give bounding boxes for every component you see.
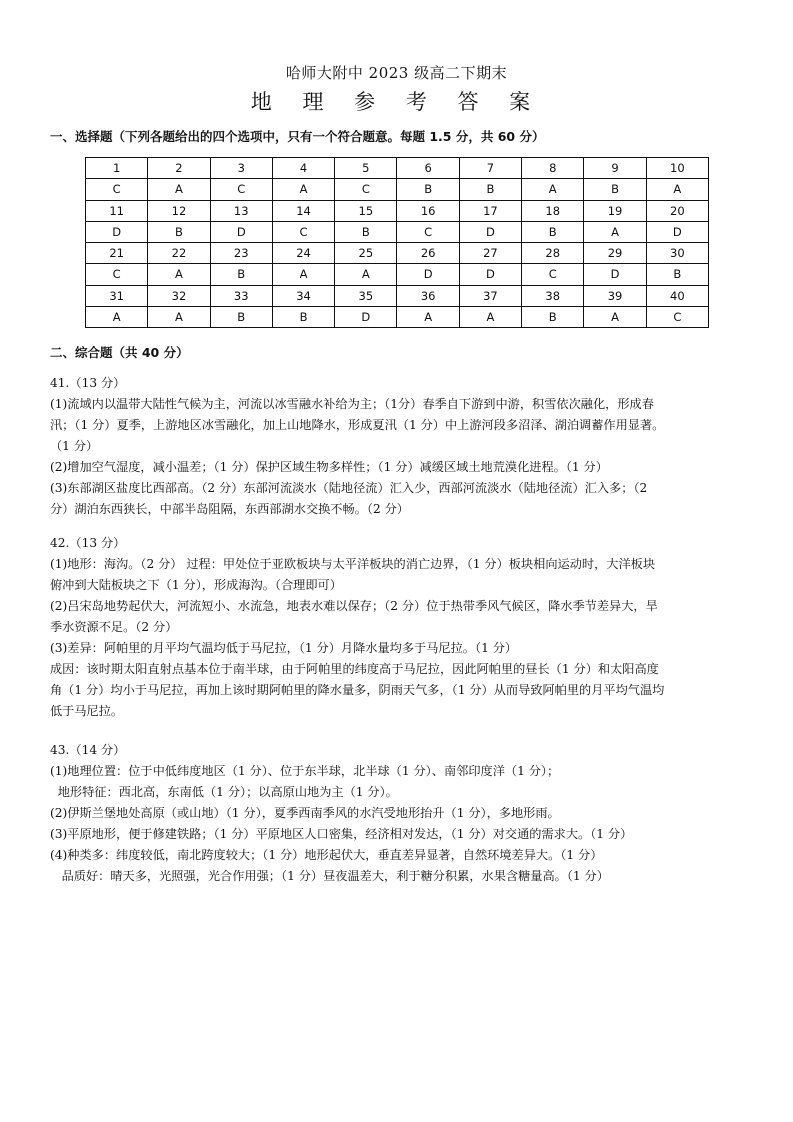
answer-cell: C (522, 264, 584, 285)
question-number-cell: 3 (210, 158, 272, 179)
q41-line: (2)增加空气湿度，减小温差；（1 分）保护区域生物多样性；（1 分）减缓区域土地荒漠化进程。（1 分） (50, 460, 608, 474)
answer-cell: D (584, 264, 646, 285)
question-number-cell: 37 (459, 285, 521, 306)
q41-line: (3)东部湖区盐度比西部高。（2 分）东部河流淡水（陆地径流）汇入少，西部河流淡水（陆地径流）汇入多；（2 (50, 481, 648, 495)
answer-cell: B (148, 221, 210, 242)
question-number-cell: 12 (148, 200, 210, 221)
answer-cell: D (397, 264, 459, 285)
question-number-cell: 16 (397, 200, 459, 221)
answer-cell: B (522, 306, 584, 327)
question-number-cell: 35 (335, 285, 397, 306)
exam-title: 哈师大附中 2023 级高二下期末 (285, 64, 508, 82)
question-number-cell: 19 (584, 200, 646, 221)
question-43 (50, 740, 750, 887)
answer-cell: B (272, 306, 334, 327)
q42-line: (2)吕宋岛地势起伏大，河流短小、水流急，地表水难以保存；（2 分）位于热带季风气候区，降水季节差异大，旱 (50, 599, 658, 613)
answer-cell: A (148, 179, 210, 200)
q42-line: 成因：该时期太阳直射点基本位于南半球，由于阿帕里的纬度高于马尼拉，因此阿帕里的昼长（1 分）和太阳高度 (50, 662, 659, 676)
question-number-row (86, 158, 709, 179)
answer-cell: D (459, 221, 521, 242)
question-number-cell: 5 (335, 158, 397, 179)
answer-cell: D (335, 306, 397, 327)
question-number-cell: 15 (335, 200, 397, 221)
answer-key-title: 地 理 参 考 答 案 (250, 90, 543, 114)
answer-cell: A (522, 179, 584, 200)
question-number-cell: 28 (522, 243, 584, 264)
answer-cell: B (335, 221, 397, 242)
answer-cell: C (646, 306, 708, 327)
question-number-cell: 6 (397, 158, 459, 179)
answer-cell: A (272, 179, 334, 200)
answer-cell: B (397, 179, 459, 200)
answer-cell: C (210, 179, 272, 200)
question-number-cell: 25 (335, 243, 397, 264)
answer-cell: B (210, 306, 272, 327)
q41-line: （1 分） (50, 439, 99, 453)
answer-cell: C (86, 179, 148, 200)
question-number-cell: 1 (86, 158, 148, 179)
question-number-cell: 23 (210, 243, 272, 264)
question-number-cell: 36 (397, 285, 459, 306)
question-number-cell: 27 (459, 243, 521, 264)
question-number-cell: 24 (272, 243, 334, 264)
section2-heading: 二、综合题（共 40 分） (50, 345, 189, 360)
answer-cell: B (459, 179, 521, 200)
q43-line: (3)平原地形，便于修建铁路；（1 分）平原地区人口密集，经济相对发达，（1 分）对交通的需求大。（1 分） (50, 827, 633, 841)
answer-cell: C (272, 221, 334, 242)
question-number-cell: 9 (584, 158, 646, 179)
question-number-cell: 11 (86, 200, 148, 221)
q43-line: (2)伊斯兰堡地处高原（或山地）（1 分），夏季西南季风的水汽受地形抬升（1 分），多地形雨。 (50, 806, 560, 820)
question-number-cell: 8 (522, 158, 584, 179)
question-number-cell: 2 (148, 158, 210, 179)
answer-cell: D (86, 221, 148, 242)
question-number-cell: 32 (148, 285, 210, 306)
answer-row (86, 221, 709, 242)
q43-line: 43.（14 分） (50, 743, 126, 757)
q42-line: 俯冲到大陆板块之下（1 分），形成海沟。（合理即可） (50, 578, 342, 592)
answer-row (86, 306, 709, 327)
answer-row (86, 179, 709, 200)
answer-cell: C (86, 264, 148, 285)
question-41 (50, 373, 750, 520)
answer-cell: D (646, 221, 708, 242)
question-number-cell: 13 (210, 200, 272, 221)
question-number-cell: 17 (459, 200, 521, 221)
question-number-cell: 7 (459, 158, 521, 179)
answer-cell: A (272, 264, 334, 285)
answer-cell: D (210, 221, 272, 242)
q43-line: (1)地理位置：位于中低纬度地区（1 分）、位于东半球，北半球（1 分）、南邻印度洋（1 分）； (50, 764, 560, 778)
question-number-cell: 33 (210, 285, 272, 306)
answer-cell: A (148, 306, 210, 327)
q42-line: 低于马尼拉。 (50, 704, 124, 718)
answer-cell: A (646, 179, 708, 200)
answer-cell: A (335, 264, 397, 285)
q42-line: 角（1 分）均小于马尼拉，再加上该时期阿帕里的降水量多，阴雨天气多，（1 分）从而导致阿帕里的月平均气温均 (50, 683, 665, 697)
question-number-cell: 34 (272, 285, 334, 306)
answer-cell: A (397, 306, 459, 327)
section1-heading: 一、选择题（下列各题给出的四个选项中，只有一个符合题意。每题 1.5 分，共 60 分） (50, 129, 545, 144)
question-number-cell: 4 (272, 158, 334, 179)
question-number-cell: 40 (646, 285, 708, 306)
answer-cell: A (584, 221, 646, 242)
q43-line: 地形特征：西北高，东南低（1 分）；以高原山地为主（1 分）。 (50, 785, 398, 799)
question-number-cell: 20 (646, 200, 708, 221)
q42-line: 42.（13 分） (50, 536, 126, 550)
q42-line: (3)差异：阿帕里的月平均气温均低于马尼拉，（1 分）月降水量均多于马尼拉。（1 分） (50, 641, 518, 655)
question-number-row (86, 200, 709, 221)
q41-line: (1)流域内以温带大陆性气候为主，河流以冰雪融水补给为主；（1分）春季自下游到中游，积雪依次融化，形成春 (50, 397, 654, 411)
answer-table (85, 157, 709, 328)
answer-cell: C (335, 179, 397, 200)
question-42 (50, 533, 750, 722)
question-number-cell: 10 (646, 158, 708, 179)
answer-cell: A (86, 306, 148, 327)
answer-cell: C (397, 221, 459, 242)
question-number-cell: 14 (272, 200, 334, 221)
question-number-cell: 18 (522, 200, 584, 221)
answer-cell: A (459, 306, 521, 327)
q41-line: 分）湖泊东西狭长，中部半岛阻隔，东西部湖水交换不畅。（2 分） (50, 502, 409, 516)
q43-line: (4)种类多：纬度较低，南北跨度较大；（1 分）地形起伏大，垂直差异显著，自然环境差异大。（1 分） (50, 848, 603, 862)
question-number-row (86, 285, 709, 306)
answer-row (86, 264, 709, 285)
answer-cell: B (584, 179, 646, 200)
question-number-cell: 30 (646, 243, 708, 264)
question-number-cell: 39 (584, 285, 646, 306)
question-number-cell: 38 (522, 285, 584, 306)
answer-cell: A (148, 264, 210, 285)
answer-cell: B (522, 221, 584, 242)
q43-line: 品质好：晴天多，光照强，光合作用强；（1 分）昼夜温差大，利于糖分积累，水果含糖量高。（1 分） (50, 869, 609, 883)
q42-line: 季水资源不足。（2 分） (50, 620, 178, 634)
question-number-row (86, 243, 709, 264)
answer-cell: D (459, 264, 521, 285)
answer-cell: A (584, 306, 646, 327)
q41-line: 41.（13 分） (50, 376, 126, 390)
answer-cell: B (210, 264, 272, 285)
question-number-cell: 29 (584, 243, 646, 264)
q42-line: (1)地形：海沟。（2 分） 过程：甲处位于亚欧板块与太平洋板块的消亡边界，（1 分）板块相向运动时，大洋板块 (50, 557, 656, 571)
question-number-cell: 21 (86, 243, 148, 264)
q41-line: 汛；（1 分）夏季，上游地区冰雪融化，加上山地降水，形成夏汛（1 分）中上游河段多沼泽、湖泊调蓄作用显著。 (50, 418, 665, 432)
question-number-cell: 22 (148, 243, 210, 264)
question-number-cell: 26 (397, 243, 459, 264)
answer-cell: B (646, 264, 708, 285)
question-number-cell: 31 (86, 285, 148, 306)
